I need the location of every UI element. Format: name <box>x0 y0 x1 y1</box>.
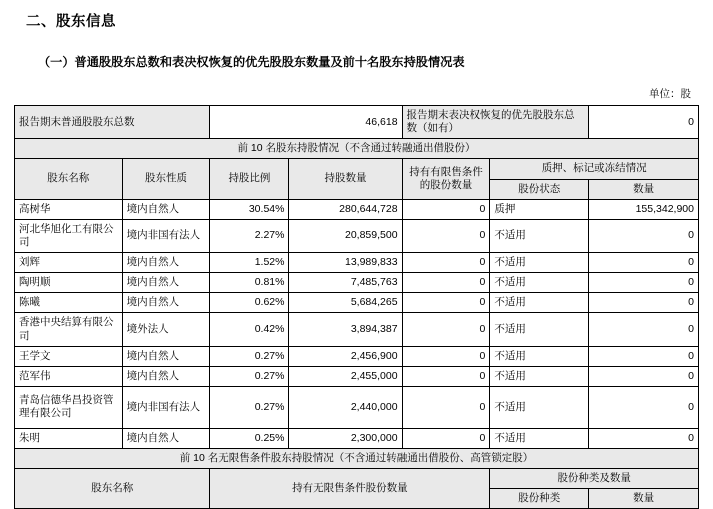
cell-pledge: 0 <box>589 253 699 273</box>
cell-nature: 境内自然人 <box>122 253 210 273</box>
header-share-type-group: 股份种类及数量 <box>490 469 699 489</box>
summary-row <box>15 106 699 139</box>
cell-pledge: 155,342,900 <box>589 199 699 219</box>
header-share-type: 股份种类 <box>490 489 589 509</box>
table-row <box>15 253 699 273</box>
header-unrestricted-name: 股东名称 <box>15 469 210 509</box>
header-restricted-amount: 持有有限售条件的股份数量 <box>402 159 490 199</box>
table-row <box>15 293 699 313</box>
cell-status: 不适用 <box>490 386 589 428</box>
cell-restricted: 0 <box>402 386 490 428</box>
cell-name: 青岛信德华昌投资管理有限公司 <box>15 386 123 428</box>
cell-status: 不适用 <box>490 293 589 313</box>
header-holding-ratio: 持股比例 <box>210 159 289 199</box>
common-shareholders-value: 46,618 <box>210 106 402 139</box>
cell-nature: 境外法人 <box>122 313 210 346</box>
table-row <box>15 346 699 366</box>
cell-ratio: 0.27% <box>210 386 289 428</box>
cell-name: 陶明顺 <box>15 273 123 293</box>
table-row <box>15 199 699 219</box>
cell-amount: 2,300,000 <box>289 428 402 448</box>
cell-nature: 境内非国有法人 <box>122 386 210 428</box>
cell-name: 陈曦 <box>15 293 123 313</box>
cell-name: 高树华 <box>15 199 123 219</box>
header-unrestricted-amount: 持有无限售条件股份数量 <box>210 469 490 509</box>
cell-name: 范军伟 <box>15 366 123 386</box>
cell-ratio: 2.27% <box>210 219 289 252</box>
cell-restricted: 0 <box>402 313 490 346</box>
cell-pledge: 0 <box>589 293 699 313</box>
cell-ratio: 0.27% <box>210 346 289 366</box>
cell-nature: 境内自然人 <box>122 199 210 219</box>
cell-name: 河北华旭化工有限公司 <box>15 219 123 252</box>
shareholder-table <box>14 105 699 509</box>
cell-pledge: 0 <box>589 273 699 293</box>
preferred-shareholders-value: 0 <box>589 106 699 139</box>
header-shareholder-name: 股东名称 <box>15 159 123 199</box>
cell-pledge: 0 <box>589 346 699 366</box>
cell-pledge: 0 <box>589 313 699 346</box>
cell-amount: 20,859,500 <box>289 219 402 252</box>
cell-status: 不适用 <box>490 313 589 346</box>
header-pledge-group: 质押、标记或冻结情况 <box>490 159 699 179</box>
cell-pledge: 0 <box>589 386 699 428</box>
common-shareholders-label: 报告期末普通股股东总数 <box>15 106 210 139</box>
cell-ratio: 1.52% <box>210 253 289 273</box>
cell-name: 香港中央结算有限公司 <box>15 313 123 346</box>
cell-nature: 境内自然人 <box>122 366 210 386</box>
cell-ratio: 0.42% <box>210 313 289 346</box>
unrestricted-header-row-1 <box>15 469 699 489</box>
document-page <box>0 10 713 505</box>
cell-restricted: 0 <box>402 253 490 273</box>
cell-status: 不适用 <box>490 253 589 273</box>
cell-ratio: 0.25% <box>210 428 289 448</box>
top10-header-row-1 <box>15 159 699 179</box>
cell-status: 不适用 <box>490 346 589 366</box>
cell-amount: 2,440,000 <box>289 386 402 428</box>
table-row <box>15 386 699 428</box>
header-pledge-status: 股份状态 <box>490 179 589 199</box>
header-shareholder-nature: 股东性质 <box>122 159 210 199</box>
table-row <box>15 273 699 293</box>
unit-label: 单位：股 <box>649 88 691 100</box>
table-row <box>15 366 699 386</box>
preferred-shareholders-label: 报告期末表决权恢复的优先股股东总数（如有） <box>402 106 589 139</box>
top10-banner: 前 10 名股东持股情况（不含通过转融通出借股份） <box>15 139 699 159</box>
cell-amount: 3,894,387 <box>289 313 402 346</box>
cell-name: 刘辉 <box>15 253 123 273</box>
cell-restricted: 0 <box>402 293 490 313</box>
cell-amount: 2,456,900 <box>289 346 402 366</box>
cell-ratio: 0.62% <box>210 293 289 313</box>
cell-status: 不适用 <box>490 273 589 293</box>
cell-nature: 境内自然人 <box>122 293 210 313</box>
cell-nature: 境内自然人 <box>122 346 210 366</box>
cell-nature: 境内自然人 <box>122 273 210 293</box>
table-row <box>15 313 699 346</box>
cell-amount: 13,989,833 <box>289 253 402 273</box>
cell-status: 不适用 <box>490 428 589 448</box>
cell-nature: 境内非国有法人 <box>122 219 210 252</box>
header-holding-amount: 持股数量 <box>289 159 402 199</box>
cell-status: 不适用 <box>490 219 589 252</box>
unrestricted-banner-row <box>15 449 699 469</box>
cell-amount: 5,684,265 <box>289 293 402 313</box>
header-share-type-amount: 数量 <box>589 489 699 509</box>
cell-pledge: 0 <box>589 219 699 252</box>
header-pledge-amount: 数量 <box>589 179 699 199</box>
table-row <box>15 219 699 252</box>
cell-status: 质押 <box>490 199 589 219</box>
cell-ratio: 0.27% <box>210 366 289 386</box>
cell-restricted: 0 <box>402 346 490 366</box>
cell-name: 王学文 <box>15 346 123 366</box>
cell-restricted: 0 <box>402 273 490 293</box>
cell-nature: 境内自然人 <box>122 428 210 448</box>
cell-restricted: 0 <box>402 219 490 252</box>
unrestricted-banner: 前 10 名无限售条件股东持股情况（不含通过转融通出借股份、高管锁定股） <box>15 449 699 469</box>
cell-amount: 280,644,728 <box>289 199 402 219</box>
cell-pledge: 0 <box>589 428 699 448</box>
cell-amount: 2,455,000 <box>289 366 402 386</box>
top10-banner-row <box>15 139 699 159</box>
cell-pledge: 0 <box>589 366 699 386</box>
cell-name: 朱明 <box>15 428 123 448</box>
cell-restricted: 0 <box>402 428 490 448</box>
subsection-heading: （一）普通股股东总数和表决权恢复的优先股股东数量及前十名股东持股情况表 <box>38 55 465 69</box>
cell-restricted: 0 <box>402 199 490 219</box>
cell-ratio: 30.54% <box>210 199 289 219</box>
cell-status: 不适用 <box>490 366 589 386</box>
cell-ratio: 0.81% <box>210 273 289 293</box>
cell-restricted: 0 <box>402 366 490 386</box>
cell-amount: 7,485,763 <box>289 273 402 293</box>
table-row <box>15 428 699 448</box>
section-heading: 二、股东信息 <box>26 14 116 30</box>
